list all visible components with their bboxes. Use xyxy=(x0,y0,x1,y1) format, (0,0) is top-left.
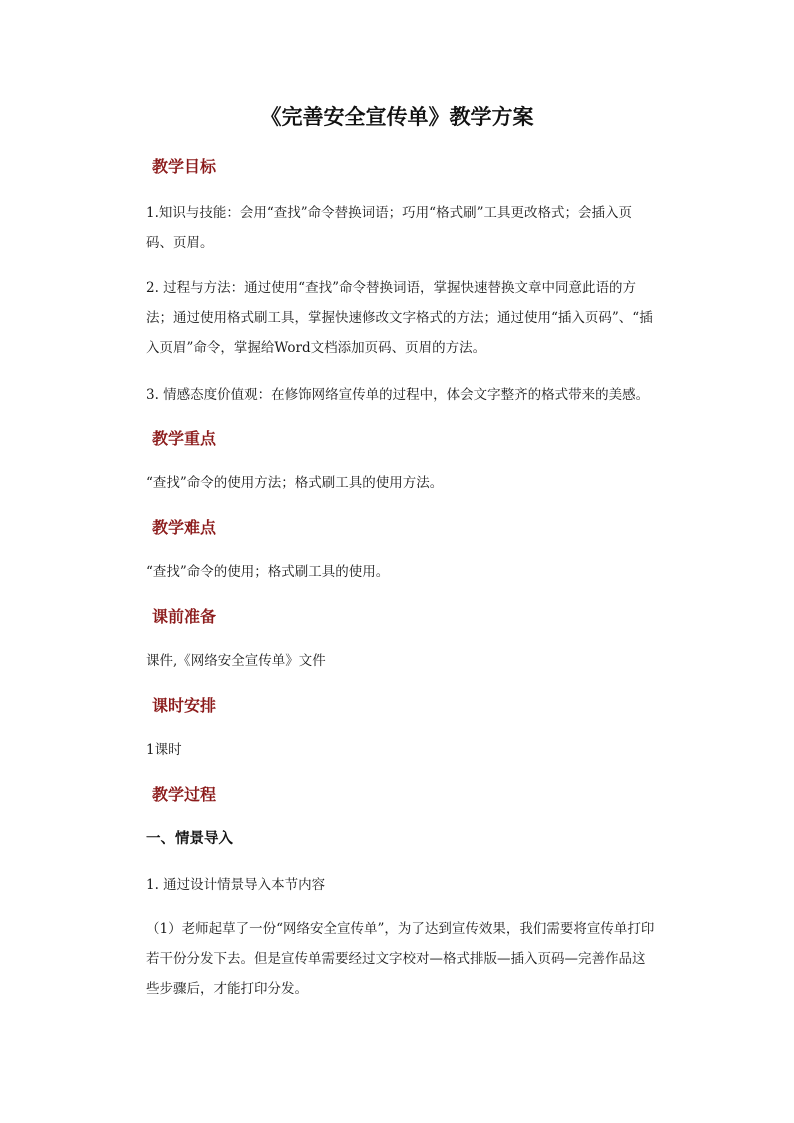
preparation-paragraph: 课件,《网络安全宣传单》文件 xyxy=(146,653,326,669)
heading-teaching-goals: 教学目标 xyxy=(152,157,217,176)
part-1-item-1: 1. 通过设计情景导入本节内容 xyxy=(146,877,326,893)
goal-2-paragraph: 2. 过程与方法：通过使用“查找”命令替换词语，掌握快速替换文章中同意此语的方法；通过使用格式刷工具，掌握快速修改文字格式的方法；通过使用“插入页码”、“插入页眉”命令，掌握给Word文档添加页码、页眉的方法。 xyxy=(146,280,653,356)
heading-teaching-difficulties: 教学难点 xyxy=(152,518,217,537)
goal-1-paragraph: 1.知识与技能：会用“查找”命令替换词语；巧用“格式刷”工具更改格式；会插入页码、页眉。 xyxy=(146,205,632,251)
heading-preparation: 课前准备 xyxy=(152,607,217,626)
document-title: 《完善安全宣传单》教学方案 xyxy=(260,104,534,129)
goal-3-paragraph: 3. 情感态度价值观：在修饰网络宣传单的过程中，体会文字整齐的格式带来的美感。 xyxy=(146,387,650,403)
heading-teaching-key-points: 教学重点 xyxy=(152,429,217,448)
schedule-paragraph: 1课时 xyxy=(146,742,182,758)
difficulties-paragraph: “查找”命令的使用；格式刷工具的使用。 xyxy=(146,564,390,580)
key-points-paragraph: “查找”命令的使用方法；格式刷工具的使用方法。 xyxy=(146,475,444,491)
part-1-item-1-sub-1: （1）老师起草了一份“网络安全宣传单”，为了达到宣传效果，我们需要将宣传单打印若干份分发下去。但是宣传单需要经过文字校对—格式排版—插入页码—完善作品这些步骤后，才能打印分发。 xyxy=(146,921,655,997)
heading-schedule: 课时安排 xyxy=(152,696,217,715)
heading-part-1-intro: 一、情景导入 xyxy=(146,830,233,847)
heading-teaching-process: 教学过程 xyxy=(152,785,217,804)
